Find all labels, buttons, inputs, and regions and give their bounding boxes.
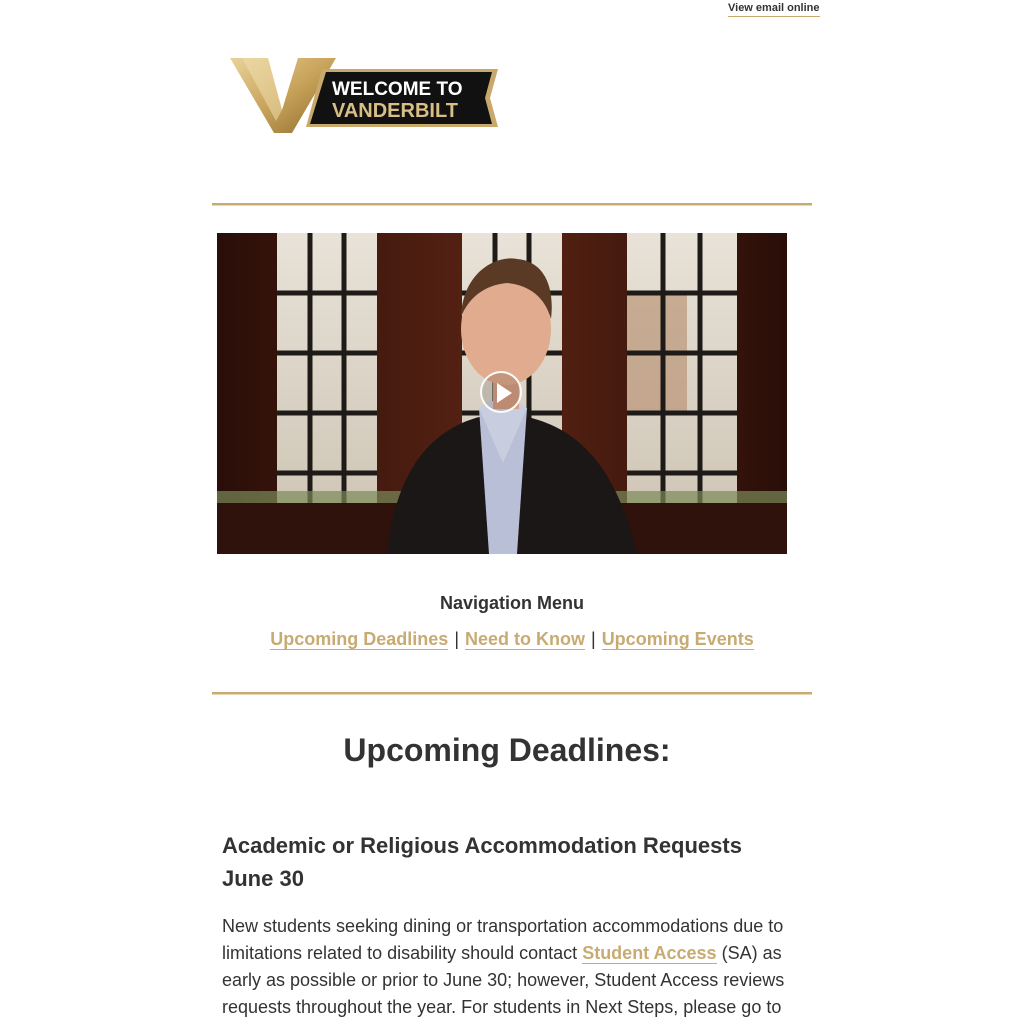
vanderbilt-logo bbox=[228, 55, 502, 137]
deadline-item-name: Academic or Religious Accommodation Requests bbox=[222, 833, 742, 858]
gold-divider bbox=[212, 692, 812, 695]
nav-link-upcoming-events[interactable]: Upcoming Events bbox=[601, 629, 754, 649]
gold-divider bbox=[212, 203, 812, 206]
student-access-link[interactable]: Student Access bbox=[582, 943, 717, 963]
section-heading: Upcoming Deadlines: bbox=[343, 732, 671, 768]
logo-line1: WELCOME TO bbox=[332, 79, 463, 100]
view-email-online-link[interactable]: View email online bbox=[728, 2, 820, 17]
deadline-item-body bbox=[222, 913, 802, 1021]
nav-separator: | bbox=[591, 629, 596, 649]
logo-line2: VANDERBILT bbox=[332, 100, 458, 122]
nav-link-need-to-know[interactable]: Need to Know bbox=[465, 629, 585, 649]
body-text-after: (SA) as early as possible or prior to June 30; however, Student Access reviews requests throughout the year. For students in Next Steps, please go to bbox=[222, 943, 785, 1017]
nav-menu bbox=[0, 629, 1024, 650]
deadline-item-title bbox=[222, 829, 782, 895]
body-text-before: New students seeking dining or transportation accommodations due to limitations related to disability should contact bbox=[222, 916, 784, 963]
nav-menu-title: Navigation Menu bbox=[439, 593, 584, 613]
nav-link-upcoming-deadlines[interactable]: Upcoming Deadlines bbox=[270, 629, 449, 649]
deadline-item-date: June 30 bbox=[222, 866, 304, 891]
play-icon[interactable] bbox=[480, 371, 522, 413]
nav-separator: | bbox=[454, 629, 459, 649]
